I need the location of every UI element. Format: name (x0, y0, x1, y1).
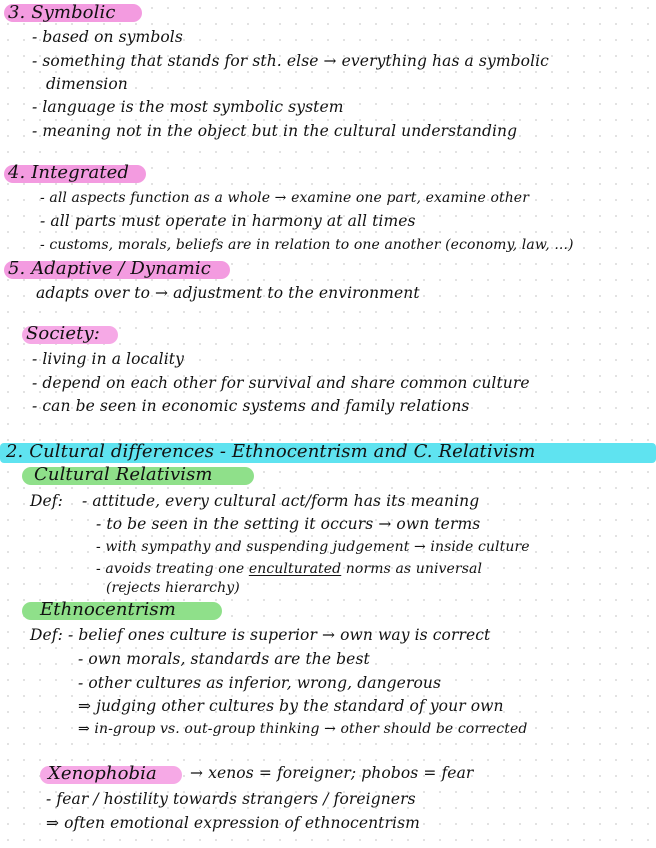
society-line-2: - depend on each other for survival and share common culture (32, 374, 530, 392)
xenophobia-line-3: ⇒ often emotional expression of ethnocentrism (46, 814, 420, 832)
symbolic-line-3: dimension (46, 75, 128, 93)
ethnocentrism-line-5: ⇒ in-group vs. out-group thinking → other should be corrected (78, 721, 528, 737)
heading-section-2: 2. Cultural differences - Ethnocentrism and C. Relativism (6, 441, 536, 462)
relativism-def: Def: (30, 492, 63, 510)
heading-adaptive: 5. Adaptive / Dynamic (8, 258, 211, 279)
ethnocentrism-line-3: - other cultures as inferior, wrong, dangerous (78, 674, 442, 692)
integrated-line-2: - all parts must operate in harmony at all times (40, 212, 416, 230)
ethnocentrism-line-1: Def: - belief ones culture is superior → own way is correct (30, 626, 491, 644)
heading-ethnocentrism: Ethnocentrism (40, 599, 176, 620)
symbolic-line-1: - based on symbols (32, 28, 183, 46)
relativism-line-4-end: norms as universal (345, 561, 483, 577)
relativism-line-5: (rejects hierarchy) (106, 580, 240, 596)
xenophobia-line-1: → xenos = foreigner; phobos = fear (190, 764, 474, 782)
relativism-line-2: - to be seen in the setting it occurs → own terms (96, 515, 481, 533)
relativism-line-4-start: - avoids treating one (96, 561, 245, 577)
heading-relativism: Cultural Relativism (34, 464, 213, 485)
heading-xenophobia: Xenophobia (48, 763, 157, 784)
symbolic-line-5: - meaning not in the object but in the cultural understanding (32, 122, 518, 140)
heading-society: Society: (26, 323, 100, 344)
relativism-line-3: - with sympathy and suspending judgement → inside culture (96, 539, 530, 555)
symbolic-line-4: - language is the most symbolic system (32, 98, 344, 116)
heading-integrated: 4. Integrated (8, 162, 130, 183)
integrated-line-1: - all aspects function as a whole → examine one part, examine other (40, 190, 529, 206)
integrated-line-3: - customs, morals, beliefs are in relation to one another (economy, law, ...) (40, 237, 574, 253)
society-line-1: - living in a locality (32, 350, 184, 368)
ethnocentrism-line-2: - own morals, standards are the best (78, 650, 370, 668)
adaptive-line-1: adapts over to → adjustment to the environment (36, 284, 420, 302)
relativism-line-4 (96, 560, 482, 578)
heading-symbolic: 3. Symbolic (8, 2, 116, 23)
xenophobia-line-2: - fear / hostility towards strangers / foreigners (46, 790, 416, 808)
symbolic-line-2: - something that stands for sth. else → everything has a symbolic (32, 52, 549, 70)
relativism-line-4-underlined: enculturated (248, 561, 342, 577)
relativism-line-1: - attitude, every cultural act/form has its meaning (82, 492, 480, 510)
society-line-3: - can be seen in economic systems and family relations (32, 397, 470, 415)
ethnocentrism-line-4: ⇒ judging other cultures by the standard of your own (78, 697, 504, 715)
